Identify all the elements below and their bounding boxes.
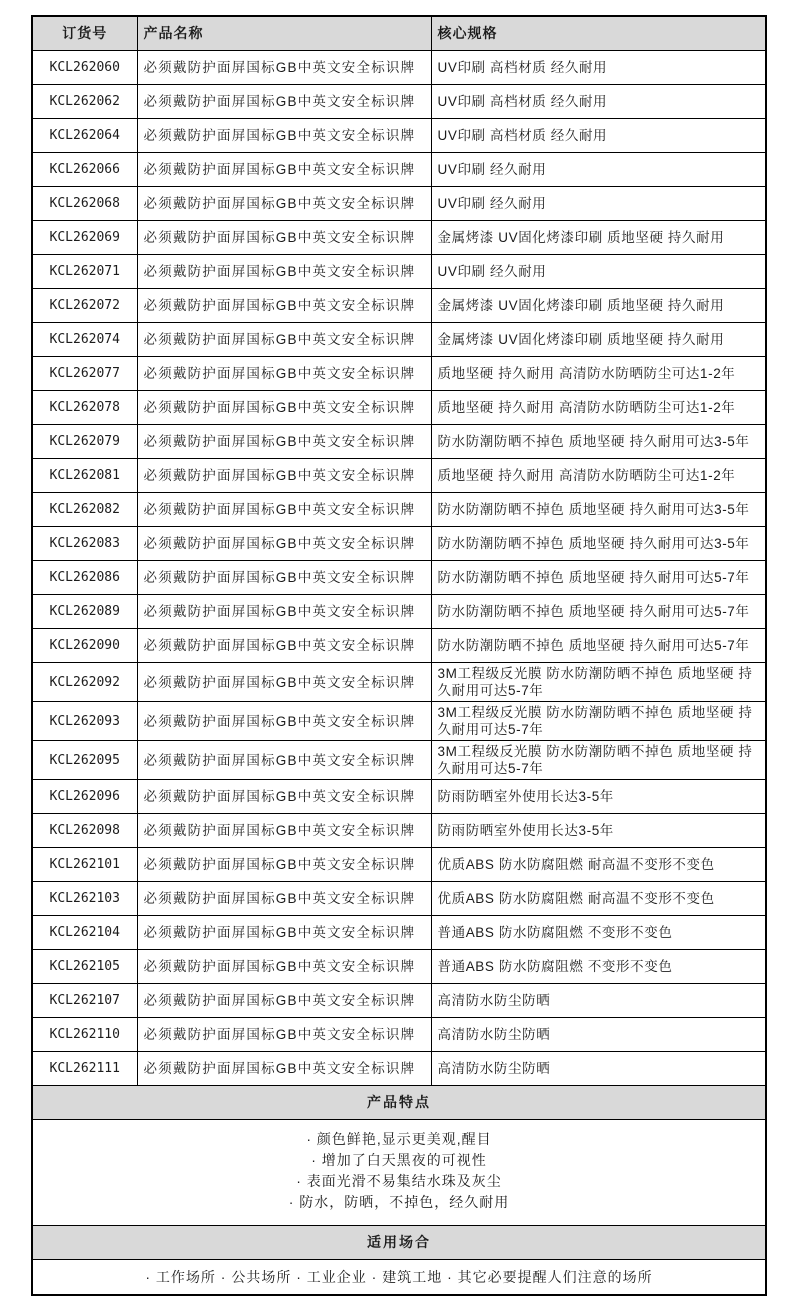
features-list — [32, 1120, 766, 1226]
order-no-cell: KCL262081 — [32, 459, 137, 493]
table-row — [32, 527, 766, 561]
column-header-order-no: 订货号 — [32, 16, 137, 51]
usage-text: · 工作场所 · 公共场所 · 工业企业 · 建筑工地 · 其它必要提醒人们注意的场所 — [32, 1260, 766, 1296]
product-name-cell: 必须戴防护面屏国标GB中英文安全标识牌 — [137, 814, 431, 848]
table-row — [32, 984, 766, 1018]
spec-cell: UV印刷 高档材质 经久耐用 — [431, 51, 766, 85]
table-header-row — [32, 16, 766, 51]
spec-cell: 优质ABS 防水防腐阻燃 耐高温不变形不变色 — [431, 848, 766, 882]
spec-cell: 防水防潮防晒不掉色 质地坚硬 持久耐用可达3-5年 — [431, 425, 766, 459]
order-no-cell: KCL262069 — [32, 221, 137, 255]
spec-cell: 3M工程级反光膜 防水防潮防晒不掉色 质地坚硬 持久耐用可达5-7年 — [431, 741, 766, 780]
table-row — [32, 391, 766, 425]
product-name-cell: 必须戴防护面屏国标GB中英文安全标识牌 — [137, 882, 431, 916]
product-name-cell: 必须戴防护面屏国标GB中英文安全标识牌 — [137, 459, 431, 493]
order-no-cell: KCL262078 — [32, 391, 137, 425]
product-name-cell: 必须戴防护面屏国标GB中英文安全标识牌 — [137, 51, 431, 85]
order-no-cell: KCL262092 — [32, 663, 137, 702]
table-row — [32, 780, 766, 814]
feature-item: · 颜色鲜艳,显示更美观,醒目 — [306, 1131, 492, 1147]
spec-cell: 防水防潮防晒不掉色 质地坚硬 持久耐用可达5-7年 — [431, 561, 766, 595]
product-name-cell: 必须戴防护面屏国标GB中英文安全标识牌 — [137, 984, 431, 1018]
table-row — [32, 119, 766, 153]
order-no-cell: KCL262101 — [32, 848, 137, 882]
order-no-cell: KCL262083 — [32, 527, 137, 561]
feature-item: · 表面光滑不易集结水珠及灰尘 — [296, 1173, 502, 1189]
table-row — [32, 187, 766, 221]
features-header-row — [32, 1086, 766, 1120]
spec-cell: 高清防水防尘防晒 — [431, 1052, 766, 1086]
product-name-cell: 必须戴防护面屏国标GB中英文安全标识牌 — [137, 702, 431, 741]
spec-cell: 防水防潮防晒不掉色 质地坚硬 持久耐用可达3-5年 — [431, 493, 766, 527]
order-no-cell: KCL262103 — [32, 882, 137, 916]
spec-cell: 普通ABS 防水防腐阻燃 不变形不变色 — [431, 950, 766, 984]
table-body — [32, 51, 766, 1086]
table-row — [32, 425, 766, 459]
product-name-cell: 必须戴防护面屏国标GB中英文安全标识牌 — [137, 916, 431, 950]
order-no-cell: KCL262111 — [32, 1052, 137, 1086]
table-row — [32, 493, 766, 527]
table-row — [32, 1052, 766, 1086]
table-row — [32, 255, 766, 289]
product-name-cell: 必须戴防护面屏国标GB中英文安全标识牌 — [137, 629, 431, 663]
product-name-cell: 必须戴防护面屏国标GB中英文安全标识牌 — [137, 221, 431, 255]
product-name-cell: 必须戴防护面屏国标GB中英文安全标识牌 — [137, 741, 431, 780]
order-no-cell: KCL262082 — [32, 493, 137, 527]
spec-cell: 高清防水防尘防晒 — [431, 1018, 766, 1052]
feature-item: · 增加了白天黑夜的可视性 — [311, 1152, 487, 1168]
spec-cell: 防雨防晒室外使用长达3-5年 — [431, 814, 766, 848]
order-no-cell: KCL262086 — [32, 561, 137, 595]
feature-item: · 防水，防晒，不掉色，经久耐用 — [288, 1194, 510, 1210]
order-no-cell: KCL262068 — [32, 187, 137, 221]
spec-cell: UV印刷 经久耐用 — [431, 153, 766, 187]
table-row — [32, 629, 766, 663]
table-row — [32, 950, 766, 984]
product-name-cell: 必须戴防护面屏国标GB中英文安全标识牌 — [137, 289, 431, 323]
table-row — [32, 595, 766, 629]
section-title-features: 产品特点 — [32, 1086, 766, 1120]
order-no-cell: KCL262104 — [32, 916, 137, 950]
spec-cell: 金属烤漆 UV固化烤漆印刷 质地坚硬 持久耐用 — [431, 289, 766, 323]
usage-content-row — [32, 1260, 766, 1296]
spec-cell: 优质ABS 防水防腐阻燃 耐高温不变形不变色 — [431, 882, 766, 916]
product-name-cell: 必须戴防护面屏国标GB中英文安全标识牌 — [137, 119, 431, 153]
order-no-cell: KCL262096 — [32, 780, 137, 814]
spec-cell: 普通ABS 防水防腐阻燃 不变形不变色 — [431, 916, 766, 950]
order-no-cell: KCL262071 — [32, 255, 137, 289]
order-no-cell: KCL262077 — [32, 357, 137, 391]
spec-cell: UV印刷 经久耐用 — [431, 187, 766, 221]
spec-cell: 防水防潮防晒不掉色 质地坚硬 持久耐用可达5-7年 — [431, 595, 766, 629]
product-name-cell: 必须戴防护面屏国标GB中英文安全标识牌 — [137, 153, 431, 187]
spec-cell: 金属烤漆 UV固化烤漆印刷 质地坚硬 持久耐用 — [431, 323, 766, 357]
spec-cell: UV印刷 高档材质 经久耐用 — [431, 119, 766, 153]
usage-header-row — [32, 1226, 766, 1260]
order-no-cell: KCL262064 — [32, 119, 137, 153]
product-name-cell: 必须戴防护面屏国标GB中英文安全标识牌 — [137, 561, 431, 595]
product-name-cell: 必须戴防护面屏国标GB中英文安全标识牌 — [137, 1018, 431, 1052]
spec-cell: 3M工程级反光膜 防水防潮防晒不掉色 质地坚硬 持久耐用可达5-7年 — [431, 702, 766, 741]
product-name-cell: 必须戴防护面屏国标GB中英文安全标识牌 — [137, 323, 431, 357]
table-row — [32, 221, 766, 255]
order-no-cell: KCL262060 — [32, 51, 137, 85]
spec-cell: 防雨防晒室外使用长达3-5年 — [431, 780, 766, 814]
product-name-cell: 必须戴防护面屏国标GB中英文安全标识牌 — [137, 950, 431, 984]
section-title-usage: 适用场合 — [32, 1226, 766, 1260]
product-name-cell: 必须戴防护面屏国标GB中英文安全标识牌 — [137, 85, 431, 119]
table-row — [32, 663, 766, 702]
spec-cell: 质地坚硬 持久耐用 高清防水防晒防尘可达1-2年 — [431, 357, 766, 391]
order-no-cell: KCL262072 — [32, 289, 137, 323]
product-name-cell: 必须戴防护面屏国标GB中英文安全标识牌 — [137, 527, 431, 561]
spec-cell: 金属烤漆 UV固化烤漆印刷 质地坚硬 持久耐用 — [431, 221, 766, 255]
product-name-cell: 必须戴防护面屏国标GB中英文安全标识牌 — [137, 357, 431, 391]
product-name-cell: 必须戴防护面屏国标GB中英文安全标识牌 — [137, 1052, 431, 1086]
spec-cell: 3M工程级反光膜 防水防潮防晒不掉色 质地坚硬 持久耐用可达5-7年 — [431, 663, 766, 702]
table-row — [32, 323, 766, 357]
product-name-cell: 必须戴防护面屏国标GB中英文安全标识牌 — [137, 595, 431, 629]
spec-cell: UV印刷 高档材质 经久耐用 — [431, 85, 766, 119]
order-no-cell: KCL262066 — [32, 153, 137, 187]
table-row — [32, 848, 766, 882]
table-row — [32, 289, 766, 323]
features-content-row — [32, 1120, 766, 1226]
order-no-cell: KCL262093 — [32, 702, 137, 741]
order-no-cell: KCL262098 — [32, 814, 137, 848]
order-no-cell: KCL262074 — [32, 323, 137, 357]
table-row — [32, 1018, 766, 1052]
order-no-cell: KCL262062 — [32, 85, 137, 119]
column-header-core-spec: 核心规格 — [431, 16, 766, 51]
spec-cell: 防水防潮防晒不掉色 质地坚硬 持久耐用可达3-5年 — [431, 527, 766, 561]
order-no-cell: KCL262090 — [32, 629, 137, 663]
table-row — [32, 357, 766, 391]
table-row — [32, 916, 766, 950]
product-name-cell: 必须戴防护面屏国标GB中英文安全标识牌 — [137, 493, 431, 527]
sections-body — [32, 1086, 766, 1296]
table-row — [32, 51, 766, 85]
spec-cell: 质地坚硬 持久耐用 高清防水防晒防尘可达1-2年 — [431, 459, 766, 493]
product-name-cell: 必须戴防护面屏国标GB中英文安全标识牌 — [137, 780, 431, 814]
product-name-cell: 必须戴防护面屏国标GB中英文安全标识牌 — [137, 425, 431, 459]
product-name-cell: 必须戴防护面屏国标GB中英文安全标识牌 — [137, 187, 431, 221]
table-row — [32, 153, 766, 187]
order-no-cell: KCL262107 — [32, 984, 137, 1018]
spec-cell: 防水防潮防晒不掉色 质地坚硬 持久耐用可达5-7年 — [431, 629, 766, 663]
table-row — [32, 459, 766, 493]
table-row — [32, 814, 766, 848]
order-no-cell: KCL262089 — [32, 595, 137, 629]
product-name-cell: 必须戴防护面屏国标GB中英文安全标识牌 — [137, 848, 431, 882]
order-no-cell: KCL262079 — [32, 425, 137, 459]
table-row — [32, 561, 766, 595]
product-spec-table — [31, 15, 767, 1296]
column-header-product-name: 产品名称 — [137, 16, 431, 51]
product-name-cell: 必须戴防护面屏国标GB中英文安全标识牌 — [137, 255, 431, 289]
table-row — [32, 741, 766, 780]
product-name-cell: 必须戴防护面屏国标GB中英文安全标识牌 — [137, 663, 431, 702]
spec-cell: 质地坚硬 持久耐用 高清防水防晒防尘可达1-2年 — [431, 391, 766, 425]
table-row — [32, 702, 766, 741]
table-row — [32, 882, 766, 916]
table-row — [32, 85, 766, 119]
order-no-cell: KCL262095 — [32, 741, 137, 780]
spec-cell: UV印刷 经久耐用 — [431, 255, 766, 289]
product-name-cell: 必须戴防护面屏国标GB中英文安全标识牌 — [137, 391, 431, 425]
order-no-cell: KCL262110 — [32, 1018, 137, 1052]
spec-cell: 高清防水防尘防晒 — [431, 984, 766, 1018]
order-no-cell: KCL262105 — [32, 950, 137, 984]
product-spec-sheet — [31, 15, 765, 1296]
